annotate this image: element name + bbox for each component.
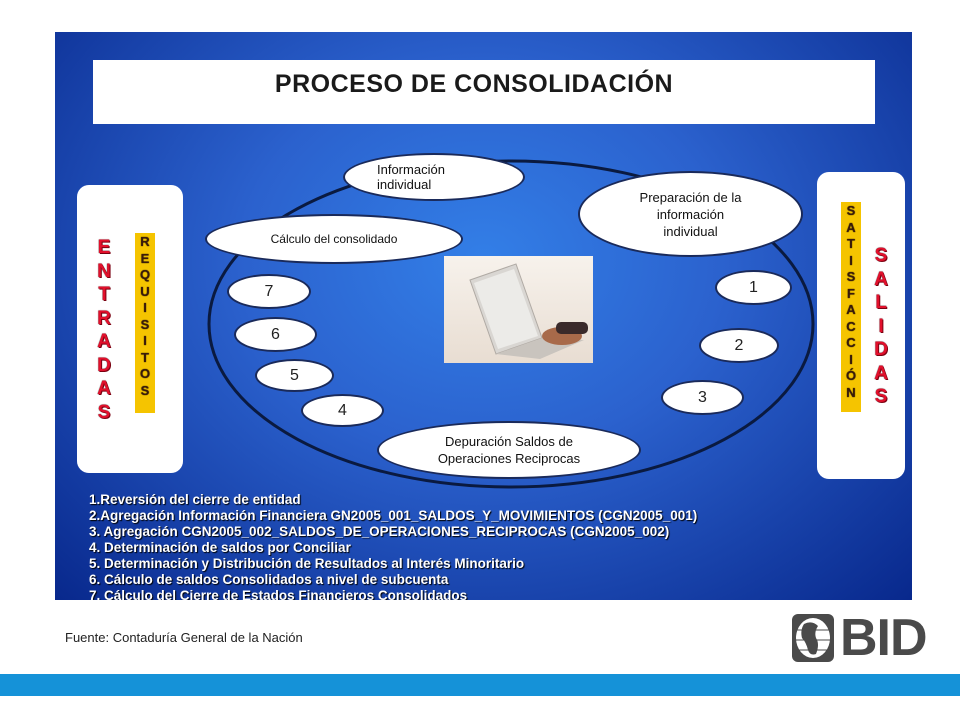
slide-title: PROCESO DE CONSOLIDACIÓN: [274, 69, 674, 98]
satisfaccion-letter: I: [849, 351, 853, 367]
preparacion-node: Preparación de la información individual: [578, 171, 803, 257]
requisitos-letter: S: [140, 316, 150, 332]
entradas-letter: N: [97, 260, 111, 282]
step-node-7: 7: [227, 274, 311, 309]
requisitos-letter: O: [139, 366, 151, 381]
salidas-word: [869, 246, 893, 411]
requisitos-letter: I: [143, 300, 147, 315]
satisfaccion-letter: C: [846, 335, 856, 350]
source-caption: Fuente: Contaduría General de la Nación: [65, 630, 303, 645]
entradas-letter: E: [97, 237, 111, 258]
requisitos-letter: U: [140, 283, 150, 299]
laptop-photo: [444, 256, 593, 363]
salidas-letter: L: [875, 292, 887, 313]
laptop-icon: [444, 256, 593, 363]
satisfaccion-letter: A: [846, 302, 856, 317]
step-item-6: 6. Cálculo de saldos Consolidados a nivel de subcuenta: [89, 572, 449, 587]
step-node-2: 2: [699, 328, 779, 363]
salidas-letter: I: [878, 315, 884, 337]
requisitos-letter: Q: [139, 267, 151, 282]
step-node-3: 3: [661, 380, 744, 415]
satisfaccion-letter: T: [847, 236, 855, 251]
requisitos-letter: S: [140, 382, 150, 398]
salidas-letter: S: [874, 245, 888, 266]
entradas-letter: A: [97, 331, 111, 352]
depuracion-node: Depuración Saldos de Operaciones Reciprocas: [377, 421, 641, 479]
bottom-bar: [0, 674, 960, 696]
satisfaccion-letter: C: [846, 318, 856, 334]
requisitos-letter: E: [140, 250, 150, 266]
info-individual-node: Información individual: [343, 153, 525, 201]
satisfaccion-letter: I: [849, 252, 853, 268]
requisitos-letter: T: [141, 349, 149, 365]
entradas-word: [92, 238, 116, 426]
step-item-1: 1.Reversión del cierre de entidad: [89, 492, 301, 507]
step-node-5: 5: [255, 359, 334, 392]
entradas-letter: S: [97, 401, 111, 423]
entradas-letter: A: [97, 378, 111, 399]
step-item-5: 5. Determinación y Distribución de Resultados al Interés Minoritario: [89, 556, 525, 571]
step-item-3: 3. Agregación CGN2005_002_SALDOS_DE_OPERACIONES_RECIPROCAS (CGN2005_002): [89, 524, 670, 539]
bid-logo: [790, 610, 938, 666]
entradas-letter: D: [97, 354, 111, 376]
satisfaccion-letter: Ó: [845, 368, 857, 383]
salidas-letter: D: [874, 339, 888, 360]
satisfaccion-letter: A: [846, 219, 856, 235]
requisitos-letter: I: [143, 333, 147, 348]
requisitos-word: [135, 235, 155, 400]
globe-icon: [790, 610, 836, 666]
requisitos-letter: R: [140, 234, 150, 249]
step-item-4: 4. Determinación de saldos por Conciliar: [89, 540, 351, 555]
salidas-letter: A: [874, 268, 888, 290]
slide-image: [55, 32, 912, 600]
step-item-7: 7. Cálculo del Cierre de Estados Financieros Consolidados: [89, 588, 468, 600]
step-node-6: 6: [234, 317, 317, 352]
satisfaccion-word: [841, 204, 861, 402]
bid-logo-text: BID: [840, 609, 927, 667]
step-item-2: 2.Agregación Información Financiera GN2005_001_SALDOS_Y_MOVIMIENTOS (CGN2005_001): [89, 508, 698, 523]
salidas-letter: A: [874, 362, 888, 384]
step-node-1: 1: [715, 270, 792, 305]
steps-list: [89, 492, 889, 600]
calculo-consolidado-node: Cálculo del consolidado: [205, 214, 463, 264]
satisfaccion-letter: S: [846, 269, 856, 284]
salidas-letter: S: [874, 386, 888, 407]
satisfaccion-letter: S: [846, 203, 856, 218]
satisfaccion-letter: F: [847, 285, 855, 301]
step-node-4: 4: [301, 394, 384, 427]
entradas-letter: T: [98, 284, 110, 305]
entradas-letter: R: [97, 307, 111, 329]
satisfaccion-letter: N: [846, 384, 856, 400]
